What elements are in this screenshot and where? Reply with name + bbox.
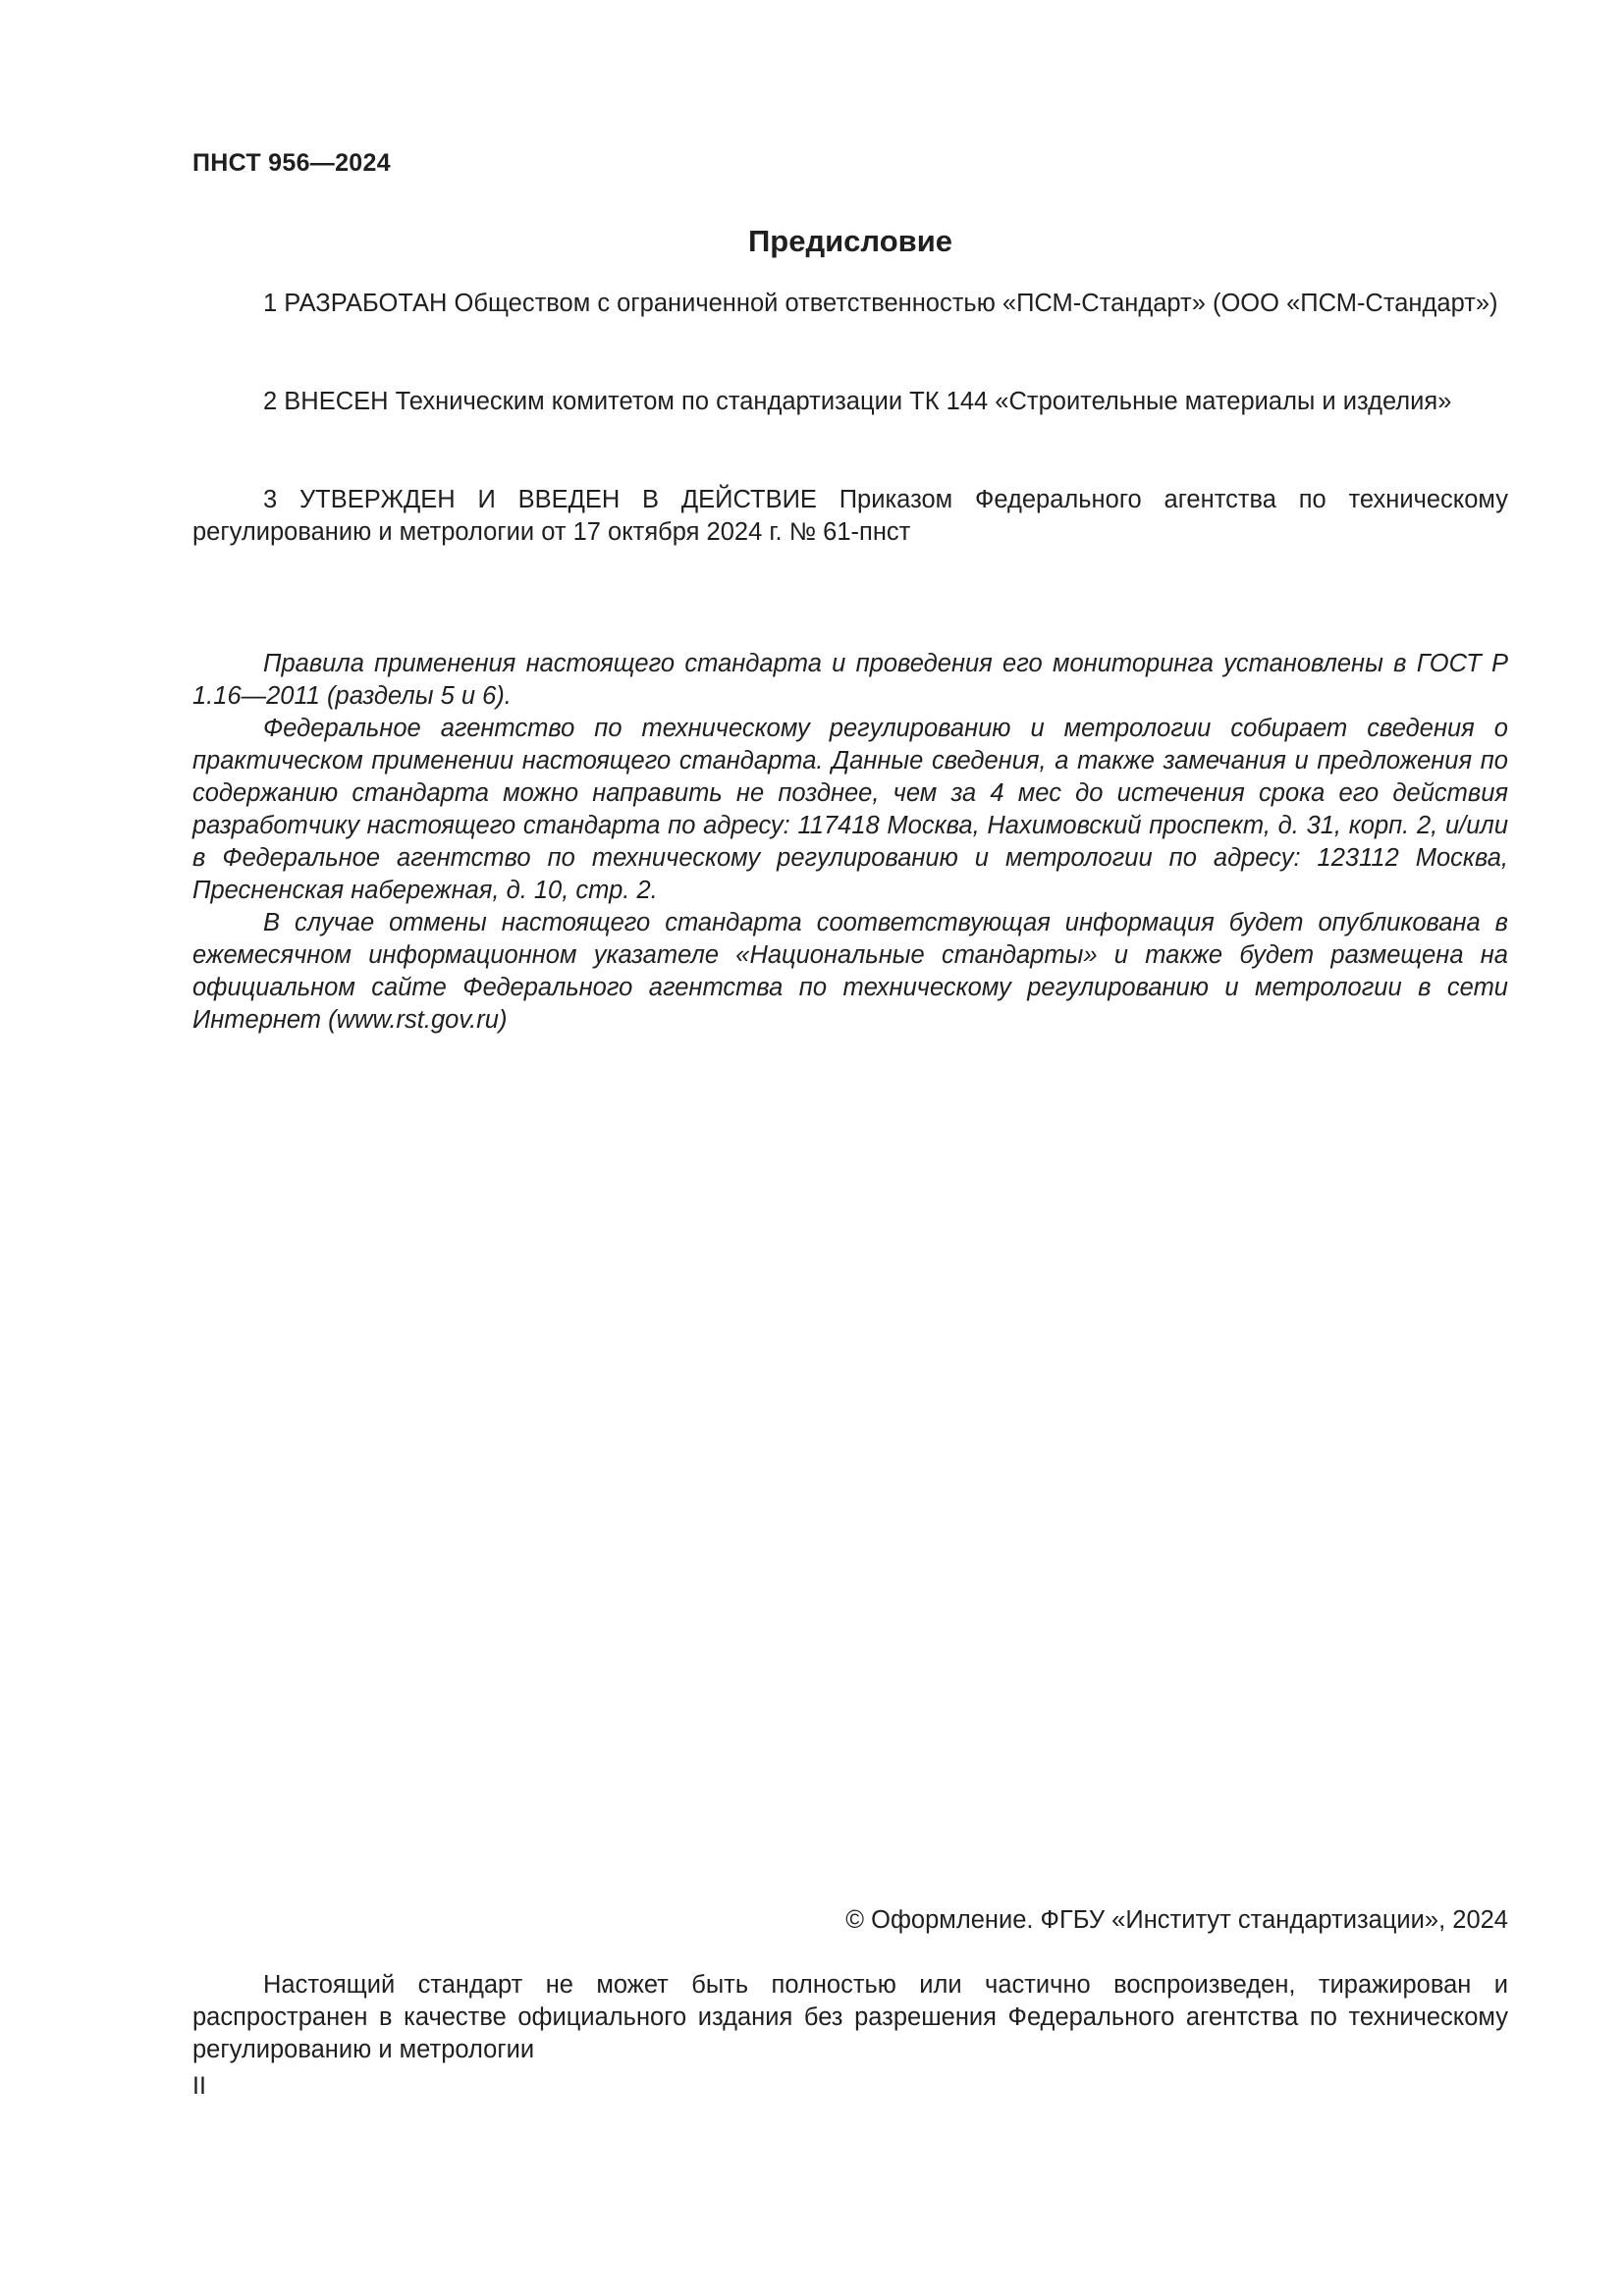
foreword-item-introduced: 2 ВНЕСЕН Техническим комитетом по стандартизации ТК 144 «Строительные материалы и изделия» xyxy=(263,388,1452,415)
application-notes xyxy=(192,648,1508,1037)
copyright-line: © Оформление. ФГБУ «Институт стандартизации», 2024 xyxy=(845,1906,1508,1934)
note-feedback: Федеральное агентство по техническому регулированию и метрологии собирает сведения о практическом применении настоящего стандарта. Данные сведения, а также замечания и предложения по содержанию стандарта можно направить не позднее, чем за 4 мес до истечения срока его действия разработчику настоящего стандарта по адресу: 117418 Москва, Нахимовский проспект, д. 31, корп. 2, и/или в Федеральное агентство по техническому регулированию и метрологии по адресу: 123112 Москва, Пресненская набережная, д. 10, стр. 2. xyxy=(192,715,1508,904)
foreword-item-developed: 1 РАЗРАБОТАН Обществом с ограниченной ответственностью «ПСМ-Стандарт» (ООО «ПСМ-Стандарт») xyxy=(263,290,1498,317)
note-rules: Правила применения настоящего стандарта и проведения его мониторинга установлены в ГОСТ Р 1.16—2011 (разделы 5 и 6). xyxy=(192,650,1508,710)
page-number: II xyxy=(192,2072,206,2100)
rights-notice: Настоящий стандарт не может быть полностью или частично воспроизведен, тиражирован и распространен в качестве официального издания без разрешения Федерального агентства по техническому регулированию и метрологии xyxy=(192,1971,1508,2063)
foreword-item-approved: 3 УТВЕРЖДЕН И ВВЕДЕН В ДЕЙСТВИЕ Приказом Федерального агентства по техническому регулированию и метрологии от 17 октября 2024 г. № 61-пнст xyxy=(192,486,1508,546)
note-cancellation: В случае отмены настоящего стандарта соответствующая информация будет опубликована в ежемесячном информационном указателе «Национальные стандарты» и также будет размещена на официальном сайте Федерального агентства по техническому регулированию и метрологии в сети Интернет (www.rst.gov.ru) xyxy=(192,909,1508,1034)
document-code: ПНСТ 956—2024 xyxy=(192,149,391,177)
page-title: Предисловие xyxy=(747,224,952,258)
